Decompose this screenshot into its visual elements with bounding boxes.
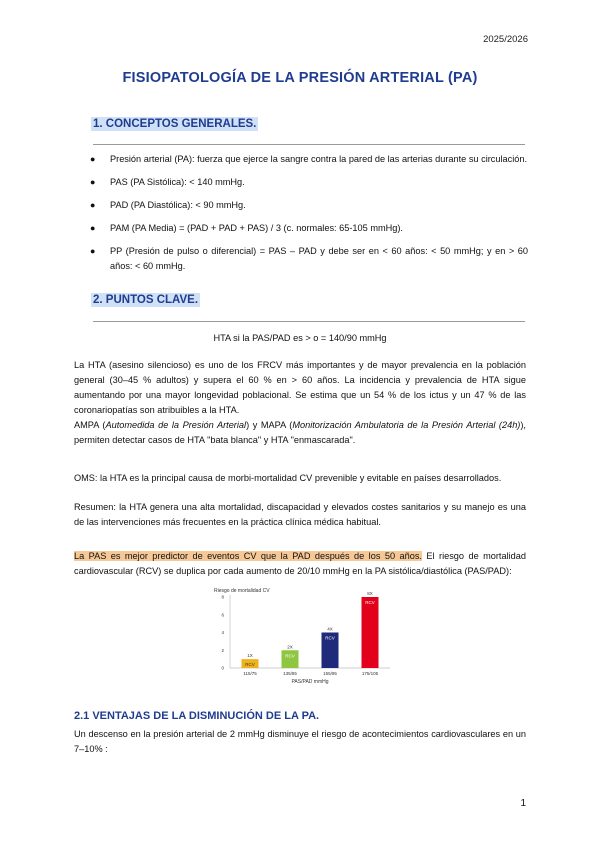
bar-inner-label: RCV — [245, 662, 255, 668]
page-title: FISIOPATOLOGÍA DE LA PRESIÓN ARTERIAL (PA) — [122, 70, 478, 86]
chart-title: Riesgo de mortalidad CV — [214, 588, 270, 594]
bullet-icon: ● — [90, 223, 96, 233]
highlighted-text: La PAS es mejor predictor de eventos CV que la PAD después de los 50 años. — [74, 551, 422, 561]
section-heading-puntos-clave: 2. PUNTOS CLAVE. — [93, 294, 199, 306]
bullet-icon: ● — [90, 246, 96, 256]
resumen-paragraph: Resumen: la HTA genera una alta mortalidad, discapacidad y elevados costes sanitarios y su manejo es una de las intervenciones más frecuentes en la práctica clínica médica habitual. — [74, 502, 526, 527]
y-tick-label: 4 — [221, 630, 224, 635]
x-axis-label: PAS/PAD mmHg — [291, 679, 329, 685]
section-heading-conceptos: 1. CONCEPTOS GENERALES. — [93, 118, 257, 130]
bar-inner-label: RCV — [325, 635, 335, 641]
list-item: ● Presión arterial (PA): fuerza que ejerce la sangre contra la pared de las arterias durante su circulación. — [88, 152, 528, 167]
x-tick-label: 155/95 — [323, 671, 337, 676]
oms-paragraph: OMS: la HTA es la principal causa de morbi-mortalidad CV prevenible y evitable en países desarrollados. — [74, 473, 502, 483]
bullet-icon: ● — [90, 200, 96, 210]
bar-value-label: 4X — [327, 626, 333, 632]
list-item: ● PAS (PA Sistólica): < 140 mmHg. — [88, 175, 528, 190]
list-item: ● PP (Presión de pulso o diferencial) = PAS – PAD y debe ser en < 60 años: < 50 mmHg; y en > 60 años: < 60 mmHg. — [90, 246, 528, 271]
y-tick-label: 6 — [221, 612, 224, 618]
x-tick-label: 135/85 — [283, 671, 297, 676]
bar-value-label: 8X — [367, 591, 373, 596]
list-item: ● PAM (PA Media) = (PAD + PAD + PAS) / 3 (c. normales: 65-105 mmHg). — [88, 221, 528, 236]
subsection-heading-ventajas: 2.1 VENTAJAS DE LA DISMINUCIÓN DE LA PA. — [74, 710, 320, 722]
y-tick-label: 2 — [221, 647, 224, 653]
chart-bar — [362, 597, 379, 668]
y-tick-label: 0 — [221, 665, 224, 671]
list-item: ● PAD (PA Diastólica): < 90 mmHg. — [88, 198, 528, 213]
section-divider — [93, 321, 525, 322]
conceptos-list — [88, 152, 528, 282]
y-tick-label: 8 — [221, 594, 224, 600]
header-year: 2025/2026 — [483, 34, 528, 45]
bar-value-label: 1X — [247, 653, 253, 659]
bullet-icon: ● — [90, 154, 96, 164]
rcv-bar-chart — [200, 583, 400, 687]
bar-value-label: 2X — [287, 644, 293, 650]
x-tick-label: 175/105 — [361, 671, 379, 676]
hta-paragraph: La HTA (asesino silencioso) es uno de los FRCV más importantes y de mayor prevalencia en la población general (30–45 % adultos) y supera el 60 % en > 60 años. La incidencia y prevalencia de HTA sigue aumentando por una mayor longevidad poblacional. Se estima que un 54 % de los ictus y un 47 % de las coronariopatías son atribuibles a la HTA. AMPA (Automedida de la Presión Arterial) y MAPA (Monitorización Ambulatoria de la Presión Arterial (24h)), permiten detectar casos de HTA "bata blanca" y HTA "enmascarada". — [74, 360, 526, 445]
bar-inner-label: RCV — [285, 653, 295, 659]
ventajas-paragraph: Un descenso en la presión arterial de 2 mmHg disminuye el riesgo de acontecimientos cardiovasculares en un 7–10% : — [74, 729, 526, 754]
bar-inner-label: RCV — [365, 600, 375, 605]
x-tick-label: 115/75 — [243, 671, 257, 676]
page-number: 1 — [520, 798, 526, 809]
section-divider — [93, 144, 525, 145]
hta-definition: HTA si la PAS/PAD es > o = 140/90 mmHg — [213, 333, 387, 343]
bullet-icon: ● — [90, 177, 96, 187]
pas-paragraph: La PAS es mejor predictor de eventos CV que la PAD después de los 50 años. El riesgo de mortalidad cardiovascular (RCV) se duplica por cada aumento de 20/10 mmHg en la PA sistólica/diastólica (PAS/PAD): — [74, 551, 526, 576]
